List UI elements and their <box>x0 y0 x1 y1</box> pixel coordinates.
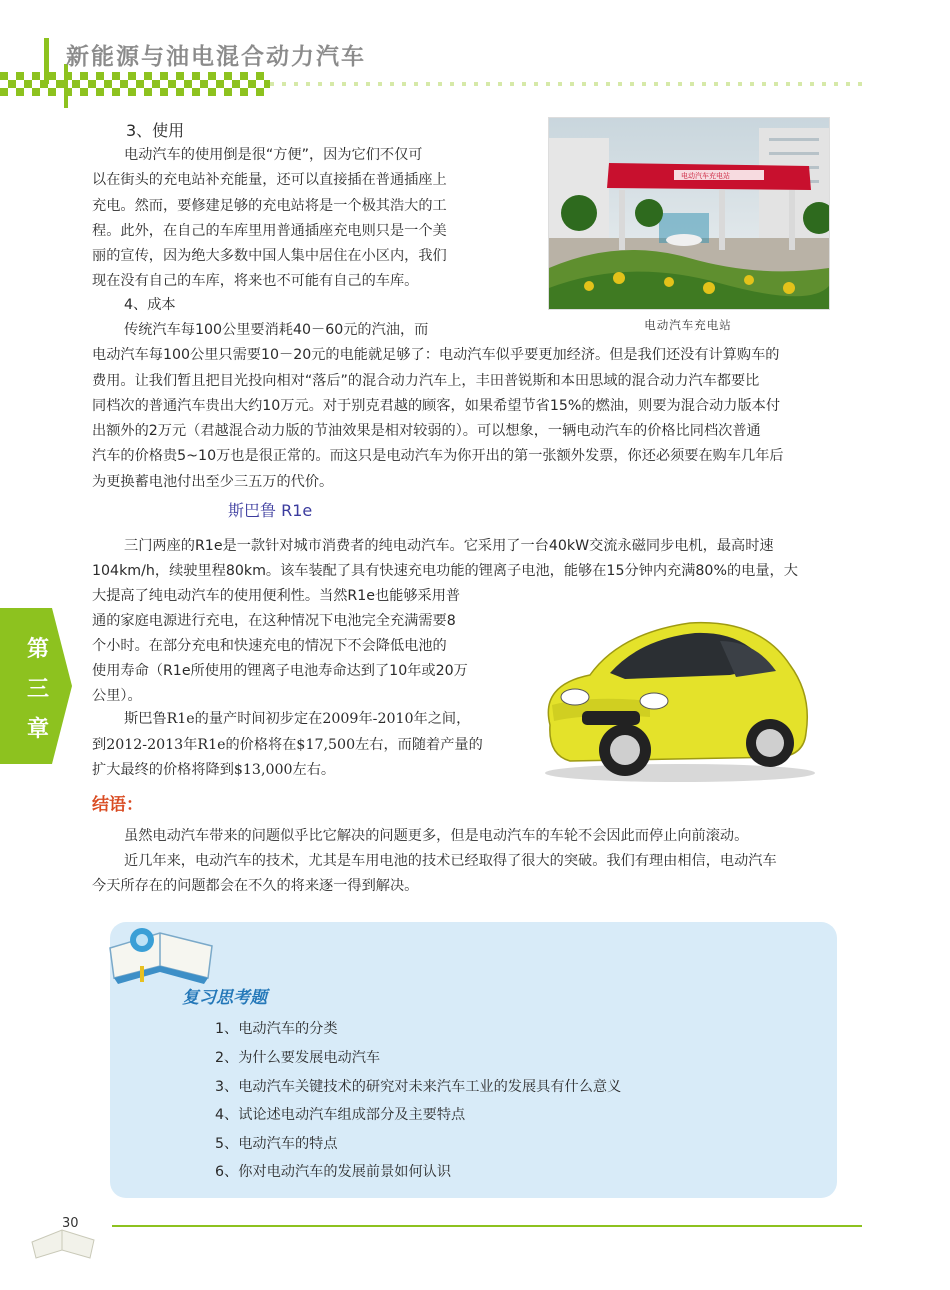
review-item: 5、电动汽车的特点 <box>215 1136 338 1152</box>
open-book-icon <box>100 908 220 988</box>
header-checker-pattern <box>0 72 270 96</box>
review-item: 6、你对电动汽车的发展前景如何认识 <box>215 1164 452 1180</box>
section-4-line: 费用。让我们暂且把目光投向相对“落后”的混合动力汽车上，丰田普锐斯和本田思域的混合动力汽车都要比 <box>92 373 760 389</box>
section-3-heading: 3、使用 <box>126 121 185 140</box>
section-4-first-line: 传统汽车每100公里要消耗40－60元的汽油，而 <box>124 322 429 338</box>
subaru-line: 公里）。 <box>92 688 142 704</box>
charging-station-sign-text: 电动汽车充电站 <box>681 172 730 180</box>
section-4-line: 同档次的普通汽车贵出大约10万元。对于别克君越的顾客，如果希望节省15%的燃油，则要为混合动力版本付 <box>92 398 781 414</box>
subaru-price-line: 扩大最终的价格将降到$13,000左右。 <box>92 762 336 778</box>
header-dotted-rule <box>270 72 870 96</box>
section-3-line: 电动汽车的使用倒是很“方便”，因为它们不仅可 <box>124 147 423 163</box>
review-item: 3、电动汽车关键技术的研究对未来汽车工业的发展具有什么意义 <box>215 1079 622 1095</box>
subaru-line: 104km/h，续驶里程80km。该车装配了具有快速充电功能的锂离子电池，能够在15分钟内充满80%的电量，大 <box>92 563 798 579</box>
section-4-heading: 4、成本 <box>124 297 176 313</box>
subaru-r1e-car-image <box>530 605 820 785</box>
subaru-line: 三门两座的R1e是一款针对城市消费者的纯电动汽车。它采用了一台40kW交流永磁同步电机，最高时速 <box>124 538 774 554</box>
subaru-price-line: 到2012-2013年R1e的价格将在$17,500左右，而随着产量的 <box>92 737 483 753</box>
charging-station-photo <box>548 117 830 310</box>
chapter-side-tab <box>0 608 72 764</box>
conclusion-line: 今天所存在的问题都会在不久的将来逐一得到解决。 <box>92 878 419 894</box>
review-item: 4、试论述电动汽车组成部分及主要特点 <box>215 1107 466 1123</box>
subaru-line: 大提高了纯电动汽车的使用便利性。当然R1e也能够采用普 <box>92 588 461 604</box>
section-3-line: 以在街头的充电站补充能量，还可以直接插在普通插座上 <box>92 172 447 188</box>
subaru-price-line: 斯巴鲁R1e的量产时间初步定在2009年-2010年之间， <box>124 711 471 727</box>
section-4-line: 出额外的2万元（君越混合动力版的节油效果是相对较弱的）。可以想象，一辆电动汽车的价格比同档次普通 <box>92 423 761 439</box>
section-3-line: 现在没有自己的车库，将来也不可能有自己的车库。 <box>92 273 419 289</box>
subaru-line: 使用寿命（R1e所使用的锂离子电池寿命达到了10年或20万 <box>92 663 468 679</box>
chapter-char-2: 三 <box>26 677 49 702</box>
chapter-char-3: 章 <box>26 717 49 742</box>
section-4-line: 汽车的价格贵5~10万也是很正常的。而这只是电动汽车为你开出的第一张额外发票，你还必须要在购车几年后 <box>92 448 784 464</box>
section-3-line: 充电。然而，要修建足够的充电站将是一个极其浩大的工 <box>92 198 447 214</box>
conclusion-heading: 结语： <box>92 795 143 815</box>
review-title: 复习思考题 <box>182 988 267 1008</box>
subaru-line: 通的家庭电源进行充电，在这种情况下电池完全充满需要8 <box>92 613 456 629</box>
section-4-line: 电动汽车每100公里只需要10－20元的电能就足够了：电动汽车似乎要更加经济。但是我们还没有计算购车的 <box>92 347 780 363</box>
photo-caption: 电动汽车充电站 <box>644 318 732 332</box>
review-item: 1、电动汽车的分类 <box>215 1021 338 1037</box>
chapter-char-1: 第 <box>26 637 49 662</box>
conclusion-line: 虽然电动汽车带来的问题似乎比它解决的问题更多，但是电动汽车的车轮不会因此而停止向前滚动。 <box>124 828 749 844</box>
subaru-line: 个小时。在部分充电和快速充电的情况下不会降低电池的 <box>92 638 447 654</box>
section-3-line: 丽的宣传，因为绝大多数中国人集中居住在小区内，我们 <box>92 248 447 264</box>
footer-rule <box>112 1225 862 1227</box>
subaru-heading: 斯巴鲁 R1e <box>228 501 313 520</box>
page-header-title: 新能源与油电混合动力汽车 <box>66 44 366 70</box>
page-number: 30 <box>62 1216 79 1231</box>
review-item: 2、为什么要发展电动汽车 <box>215 1050 381 1066</box>
header-accent-bar <box>44 38 49 84</box>
section-3-line: 程。此外，在自己的车库里用普通插座充电则只是一个美 <box>92 223 447 239</box>
section-4-line: 为更换蓄电池付出至少三五万的代价。 <box>92 474 334 490</box>
conclusion-line: 近几年来，电动汽车的技术，尤其是车用电池的技术已经取得了很大的突破。我们有理由相信，电动汽车 <box>124 853 777 869</box>
